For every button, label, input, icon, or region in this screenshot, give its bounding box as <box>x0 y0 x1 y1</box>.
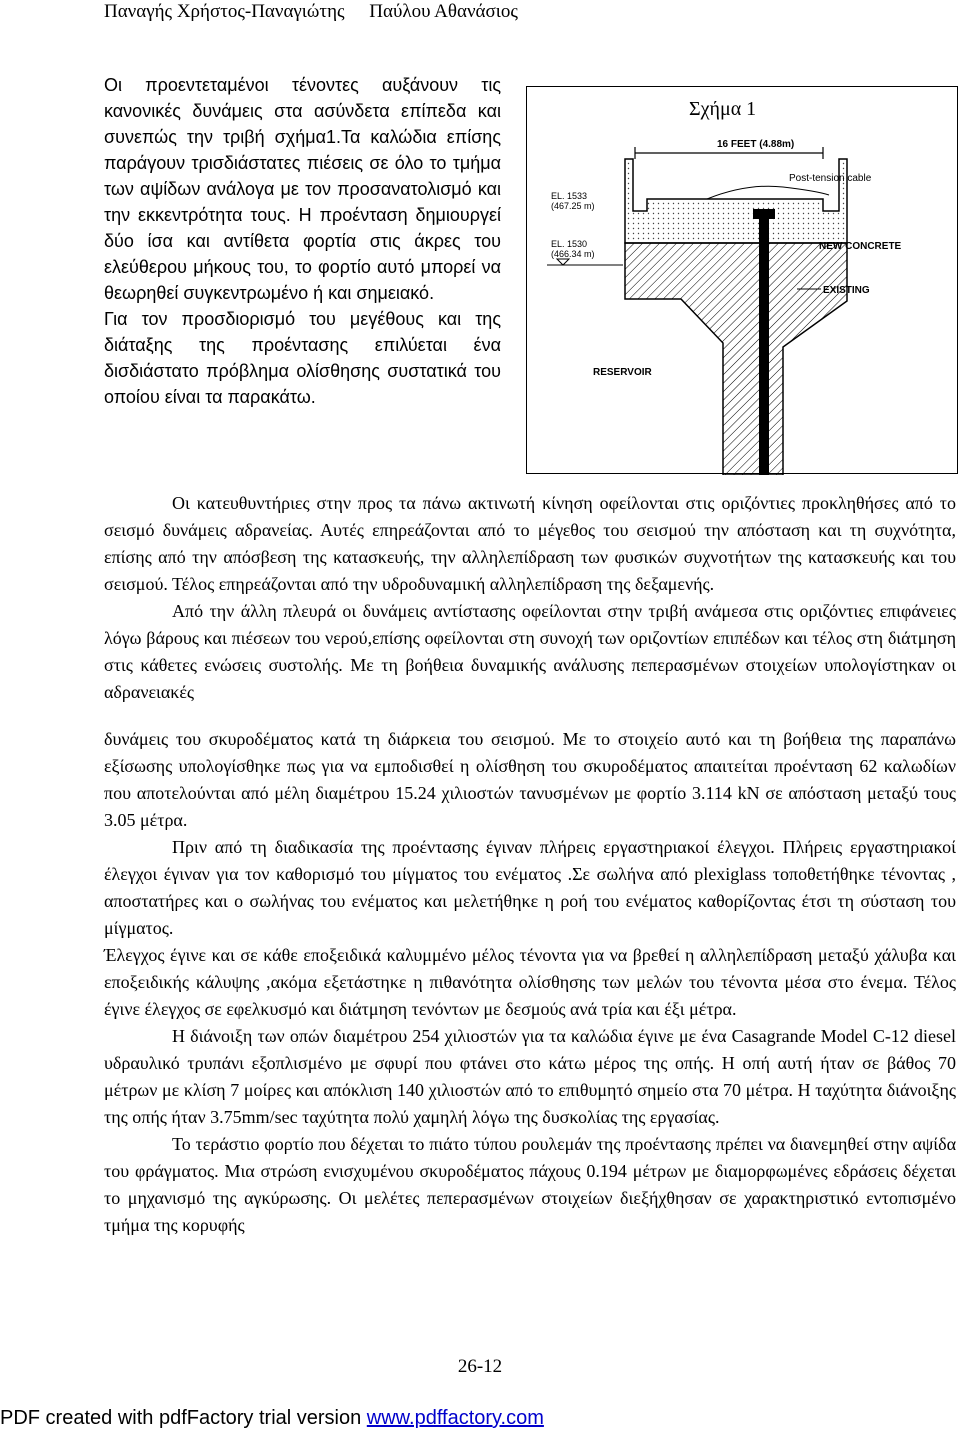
cable-leader-curve <box>707 186 829 199</box>
page-header <box>104 0 538 24</box>
existing-label: EXISTING <box>823 285 870 296</box>
watermark-text: PDF created with pdfFactory trial version <box>0 1407 367 1429</box>
elevation-1530-label: EL. 1530 <box>551 239 588 249</box>
new-concrete-cap <box>625 159 847 243</box>
body-paragraph-2: Από την άλλη πλευρά οι δυνάμεις αντίστασης οφείλονται στην τριβή ανάμεσα στις οριζόντιες επιφάνειες λόγω βάρους και πιέσεων του νερού,επίσης οφείλονται στη συνοχή των οριζοντίων επιπέδων και τέλος στη διάτμηση στις κάθετες ενώσεις συστολής. Με τη βοήθεια δυναμικής ανάλυσης πεπερασμένων στοιχείων υπολογίστηκαν οι αδρανειακές <box>104 601 956 702</box>
post-tension-cable <box>759 217 769 475</box>
watermark-link[interactable]: www.pdffactory.com <box>366 1407 544 1429</box>
width-dimension-label: 16 FEET (4.88m) <box>717 139 795 150</box>
page-number: 26-12 <box>457 1356 503 1377</box>
elevation-1533-label: EL. 1533 <box>551 191 588 201</box>
body-paragraph-3: δυνάμεις του σκυροδέματος κατά τη διάρκεια του σεισμού. Με το στοιχείο αυτό και τη βοήθεια της παραπάνω εξίσωσης υπολογίσθηκε πως για να εμποδισθεί η ολίσθηση του σκυροδέματος απαιτείται προένταση 62 καλωδίων που αποτελούνται από μέλη διαμέτρου 15.24 χιλιοστών τανυσμένων με φορτίο 3.114 kN σε απόσταση μεταξύ τους 3.05 μέτρα. <box>104 729 956 830</box>
left-paragraph-2: Για τον προσδιορισμό του μεγέθους και της διάταξης της προέντασης επιλύεται ένα δισδιάστατο πρόβλημα ολίσθησης συστατικά του οποίου είναι τα παρακάτω. <box>104 309 501 407</box>
elevation-1533-metric: (467.25 m) <box>551 201 595 211</box>
new-concrete-label: NEW CONCRETE <box>819 241 902 252</box>
left-paragraph-1: Οι προεντεταμένοι τένοντες αυξάνουν τις κανονικές δυνάμεις στα ασύνδετα επίπεδα και συνεπώς την τριβή σχήμα1.Τα καλώδια επίσης παράγουν τρισδιάστατες πιέσεις σε όλο το τμήμα των αψίδων ανάλογα με τον προσανατολισμό και την εκκεντρότητα τους. Η προένταση δημιουργεί δύο ίσα και αντίθετα φορτία στις άκρες του ελεύθερου μήκους του, το φορτίο αυτό μπορεί να θεωρηθεί συγκεντρωμένο ή και σημειακό. <box>104 75 501 303</box>
left-column-text <box>104 72 501 410</box>
dam-cross-section-diagram <box>527 87 959 475</box>
header-author-1: Παναγής Χρήστος-Παναγιώτης <box>104 1 345 22</box>
body-text <box>104 490 956 1239</box>
figure-1 <box>526 86 958 474</box>
cable-label: Post-tension cable <box>789 173 872 184</box>
figure-caption: Σχήμα 1 <box>689 98 757 120</box>
reservoir-label: RESERVOIR <box>593 367 652 378</box>
water-level-marker <box>557 259 569 265</box>
elevation-1530-metric: (466.34 m) <box>551 249 595 259</box>
body-paragraph-7: Το τεράστιο φορτίο που δέχεται το πιάτο τύπου ρουλεμάν της προέντασης πρέπει να διανεμηθεί στην αψίδα του φράγματος. Μια στρώση ενισχυμένου σκυροδέματος πάχους 0.194 μέτρων με διαμορφωμένες εδράσεις δέχεται το μηχανισμό της αγκύρωσης. Οι μελέτες πεπερασμένων στοιχείων διεξήχθησαν σε χαρακτηριστικό εντοπισμένο τμήμα της κορυφής <box>104 1134 956 1235</box>
existing-dam-body <box>625 243 847 475</box>
body-paragraph-5: Έλεγχος έγινε και σε κάθε εποξειδικά καλυμμένο μέλος τένοντα για να βρεθεί η αλληλεπίδραση μεταξύ χάλυβα και εποξειδικής κάλυψης ,ακόμα εξετάστηκε η πιθανότητα ολίσθησης των μελών του τένοντα μέσα στο ένεμα. Τέλος έγινε έλεγχος σε εφελκυσμό και διάτμηση τενόντων με δεσμούς ανά τρία και έξι μέτρα. <box>104 945 956 1019</box>
body-paragraph-4: Πριν από τη διαδικασία της προέντασης έγιναν πλήρεις εργαστηριακοί έλεγχοι. Πλήρεις εργαστηριακοί έλεγχοι έγιναν για τον καθορισμό του μίγματος του ενέματος .Σε σωλήνα από plexiglass τοποθετήθηκε τένοντας , αποστατήρες και ο σωλήνας του ενέματος και μελετήθηκε η ροή του ενέματος καθορίζοντας έτσι τη σύσταση του μίγματος. <box>104 837 956 938</box>
body-paragraph-1: Οι κατευθυντήριες στην προς τα πάνω ακτινωτή κίνηση οφείλονται στις οριζόντιες προκληθήσες από το σεισμό δυνάμεις αδρανείας. Αυτές επηρεάζονται από το μέγεθος του σεισμού την απόσταση και τη συχνότητα, επίσης από την απόσβεση της κατασκευής, την αλληλεπίδραση των φυσικών συχνοτήτων της κατασκευής και του σεισμού. Τέλος επηρεάζονται από την υδροδυναμική αλληλεπίδραση της δεξαμενής. <box>104 493 956 594</box>
header-author-2: Παύλου Αθανάσιος <box>369 1 518 22</box>
body-paragraph-6: Η διάνοιξη των οπών διαμέτρου 254 χιλιοστών για τα καλώδια έγινε με ένα Casagrande Model C-12 diesel υδραυλικό τρυπάνι εξοπλισμένο με σφυρί που φτάνει στο κάτω μέρος της οπής. Η οπή αυτή ήταν σε βάθος 70 μέτρων με κλίση 7 μοίρες και απόκλιση 140 χιλιοστών από το επιθυμητό σημείο στα 70 μέτρα. Η ταχύτητα διάνοιξης της οπής ήταν 3.75mm/sec ταχύτητα πολύ χαμηλή λόγω της δυσκολίας της εργασίας. <box>104 1026 956 1127</box>
pdffactory-watermark <box>0 1404 544 1432</box>
